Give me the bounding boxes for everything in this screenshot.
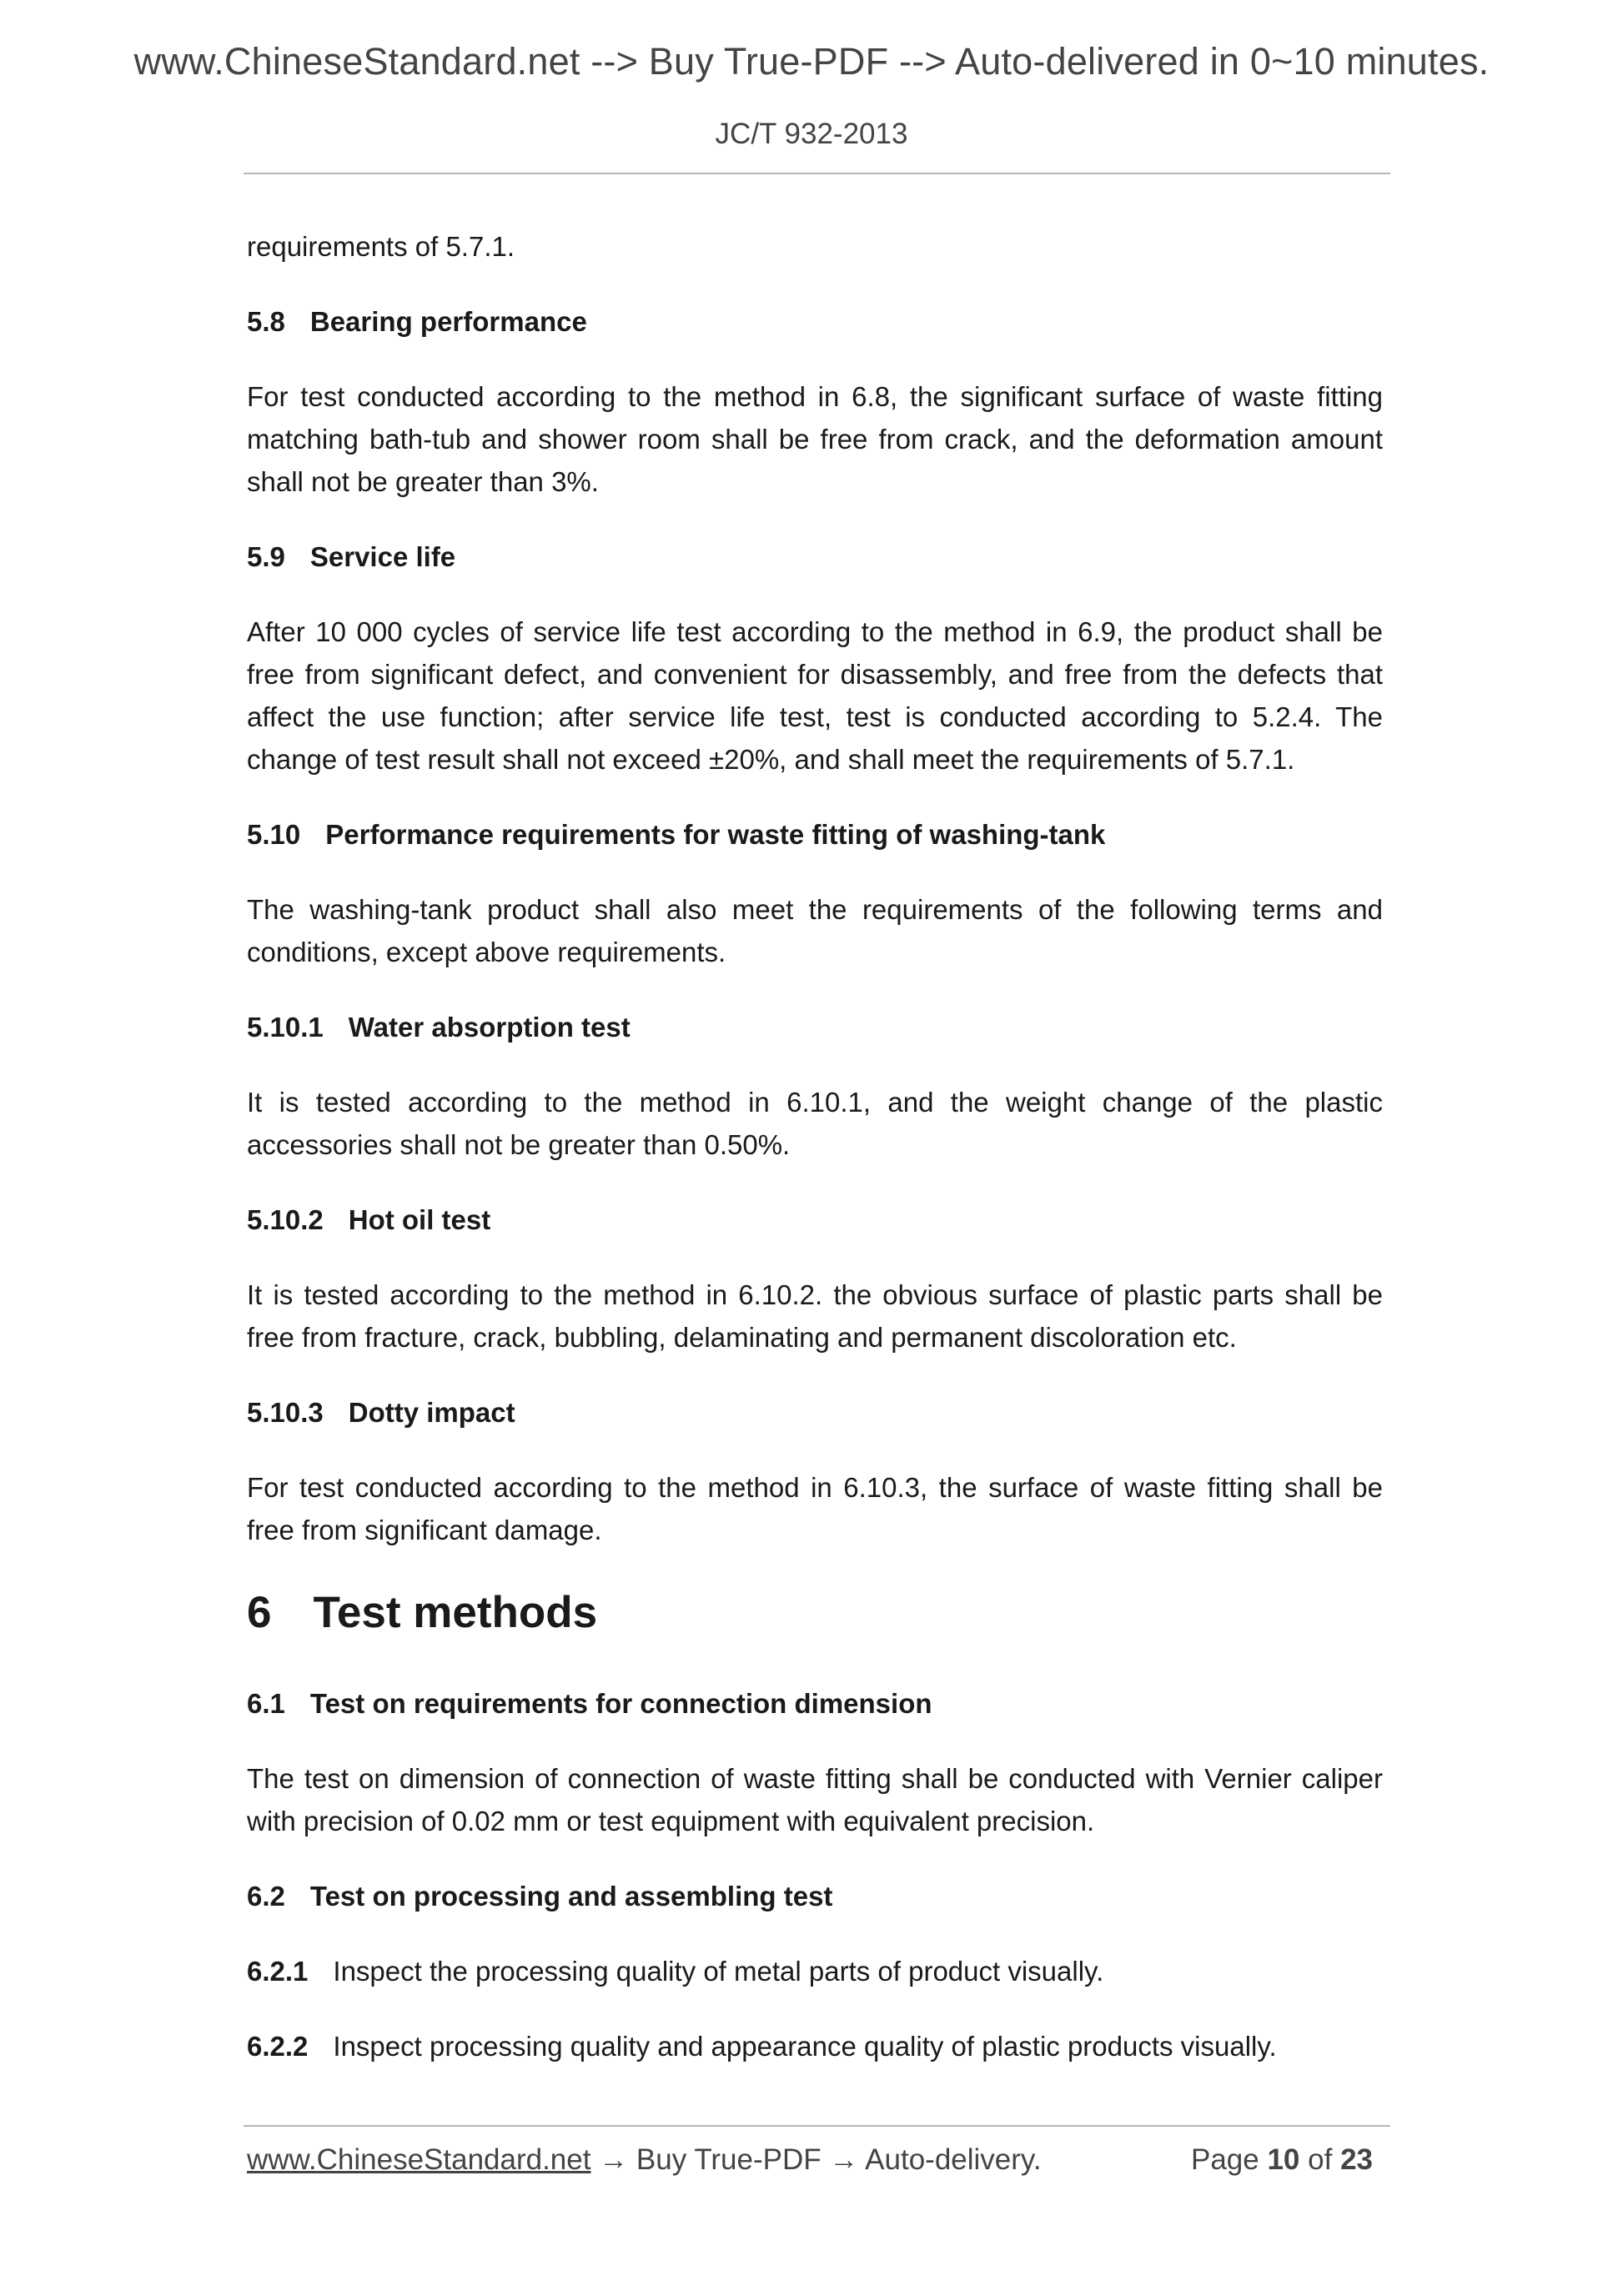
heading-5-10-1 xyxy=(247,1006,1383,1048)
chapter-title: Test methods xyxy=(313,1588,598,1637)
section-title: Test on requirements for connection dimension xyxy=(309,1688,932,1719)
section-number: 5.9 xyxy=(247,541,285,572)
section-title: Service life xyxy=(309,541,456,572)
heading-5-10-2 xyxy=(247,1198,1383,1241)
heading-5-8 xyxy=(247,300,1383,343)
item-text: Inspect processing quality and appearance quality of plastic products visually. xyxy=(333,2031,1277,2062)
header-divider xyxy=(244,173,1390,174)
section-number: 5.8 xyxy=(247,306,285,337)
paragraph-continuation: requirements of 5.7.1. xyxy=(247,231,515,262)
item-6-2-1 xyxy=(247,1950,1383,1992)
section-title: Bearing performance xyxy=(309,306,587,337)
paragraph-5-10-2: It is tested according to the method in 6.10.2. the obvious surface of plastic parts shall be free from fracture, crack, bubbling, delaminating and permanent discoloration etc. xyxy=(247,1279,1383,1353)
paragraph-5-10-1: It is tested according to the method in 6.10.1, and the weight change of the plastic accessories shall not be greater than 0.50%. xyxy=(247,1087,1383,1160)
section-number: 5.10.1 xyxy=(247,1012,324,1042)
document-code: JC/T 932-2013 xyxy=(715,118,908,150)
section-title: Dotty impact xyxy=(348,1397,515,1428)
section-title: Test on processing and assembling test xyxy=(309,1881,833,1912)
heading-5-9 xyxy=(247,535,1383,578)
footer-promo xyxy=(247,2143,1042,2177)
item-number: 6.2.2 xyxy=(247,2031,309,2062)
section-title: Water absorption test xyxy=(348,1012,631,1042)
of-label: of xyxy=(1308,2143,1333,2176)
paragraph-5-9: After 10 000 cycles of service life test according to the method in 6.9, the product shall be free from significant defect, and convenient for disassembly, and free from the defects that affect the use function; after service life test, test is conducted according to 5.2.4. The change of test result shall not exceed ±20%, and shall meet the requirements of 5.7.1. xyxy=(247,616,1383,775)
heading-6-2 xyxy=(247,1875,1383,1917)
heading-6-1 xyxy=(247,1682,1383,1725)
footer-promo-text: → Buy True-PDF → Auto-delivery. xyxy=(590,2143,1042,2176)
footer-divider xyxy=(244,2125,1390,2127)
paragraph-6-1: The test on dimension of connection of waste fitting shall be conducted with Vernier caliper with precision of 0.02 mm or test equipment with equivalent precision. xyxy=(247,1763,1383,1836)
section-number: 6.1 xyxy=(247,1688,285,1719)
page-total: 23 xyxy=(1340,2143,1373,2176)
paragraph-5-8: For test conducted according to the method in 6.8, the significant surface of waste fitting matching bath-tub and shower room shall be free from crack, and the deformation amount shall not be greater than 3%. xyxy=(247,381,1383,497)
section-title: Hot oil test xyxy=(348,1204,491,1235)
paragraph-5-10-3: For test conducted according to the method in 6.10.3, the surface of waste fitting shall be free from significant damage. xyxy=(247,1472,1383,1545)
item-6-2-2 xyxy=(247,2025,1383,2067)
section-number: 5.10.3 xyxy=(247,1397,324,1428)
heading-5-10 xyxy=(247,813,1383,856)
section-number: 5.10.2 xyxy=(247,1204,324,1235)
section-number: 6.2 xyxy=(247,1881,285,1912)
chapter-number: 6 xyxy=(247,1588,272,1637)
page-content xyxy=(247,225,1383,2100)
page-indicator xyxy=(1191,2143,1373,2177)
page-label: Page xyxy=(1190,2143,1259,2176)
paragraph-5-10: The washing-tank product shall also meet the requirements of the following terms and conditions, except above requirements. xyxy=(247,894,1383,967)
footer-link[interactable]: www.ChineseStandard.net xyxy=(247,2143,591,2176)
section-number: 5.10 xyxy=(247,819,301,850)
heading-5-10-3 xyxy=(247,1391,1383,1434)
item-text: Inspect the processing quality of metal parts of product visually. xyxy=(333,1956,1104,1987)
section-title: Performance requirements for waste fitting of washing-tank xyxy=(325,819,1106,850)
heading-6 xyxy=(247,1584,1383,1642)
item-number: 6.2.1 xyxy=(247,1956,309,1987)
page-number: 10 xyxy=(1267,2143,1300,2176)
top-banner: www.ChineseStandard.net --> Buy True-PDF --> Auto-delivered in 0~10 minutes. xyxy=(133,40,1490,83)
